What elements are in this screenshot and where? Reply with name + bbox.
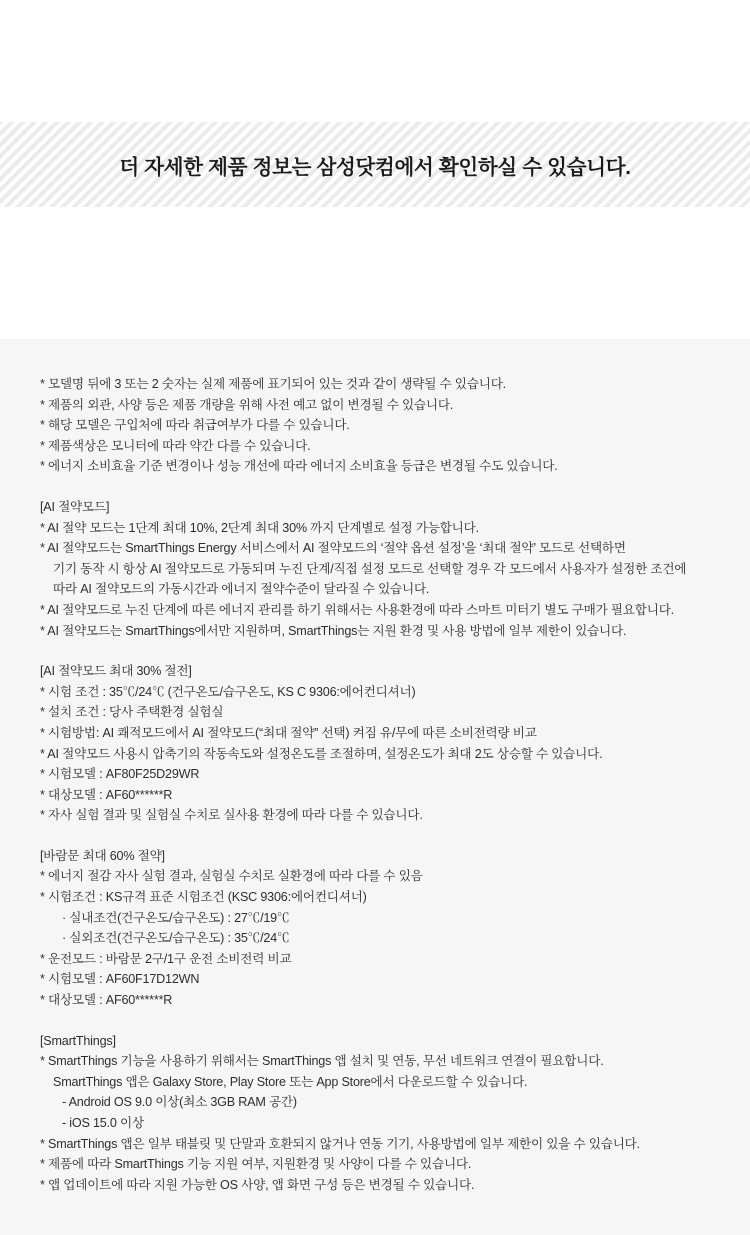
info-banner-text: 더 자세한 제품 정보는 삼성닷컴에서 확인하실 수 있습니다. [119, 155, 631, 179]
footnote-line: * 제품의 외관, 사양 등은 제품 개량을 위해 사전 예고 없이 변경될 수 있습니다. [40, 397, 454, 412]
footnote-line: * 시험 조건 : 35℃/24℃ (건구온도/습구온도, KS C 9306:에어컨디셔너) [40, 684, 416, 699]
footnote-line: * 시험방법: AI 쾌적모드에서 AI 절약모드(“최대 절약” 선택) 켜짐 유/무에 따른 소비전력량 비교 [40, 725, 537, 740]
top-spacer [0, 0, 750, 122]
footnote-line: * 제품색상은 모니터에 따라 약간 다를 수 있습니다. [40, 438, 311, 453]
footnote-line: 기기 동작 시 항상 AI 절약모드로 가동되며 누진 단계/직접 설정 모드로 선택할 경우 각 모드에서 사용자가 설정한 조건에 [53, 561, 687, 576]
footnote-line: * AI 절약모드는 SmartThings Energy 서비스에서 AI 절약모드의 ‘절약 옵션 설정’을 ‘최대 절약’ 모드로 선택하면 [40, 541, 626, 556]
footnote-block-spacer [40, 477, 710, 497]
footnote-line: 따라 AI 절약모드의 가동시간과 에너지 절약수준이 달라질 수 있습니다. [53, 582, 430, 597]
footnote-line: * 대상모델 : AF60******R [40, 993, 173, 1008]
footnote-line: - Android OS 9.0 이상(최소 3GB RAM 공간) [62, 1095, 297, 1110]
footnote-line: · 실내조건(건구온도/습구온도) : 27℃/19℃ [62, 910, 290, 925]
footnote-line: * 운전모드 : 바람문 2구/1구 운전 소비전력 비교 [40, 951, 292, 966]
footnote-line: * SmartThings 기능을 사용하기 위해서는 SmartThings 앱 설치 및 연동, 무선 네트워크 연결이 필요합니다. [40, 1054, 604, 1069]
footnote-line: * 에너지 절감 자사 실험 결과, 실험실 수치로 실환경에 따라 다를 수 있음 [40, 869, 423, 884]
footnote-line: * 앱 업데이트에 따라 지원 가능한 OS 사양, 앱 화면 구성 등은 변경될 수 있습니다. [40, 1177, 475, 1192]
footnote-line: [SmartThings] [40, 1033, 116, 1048]
footnote-line: * 시험모델 : AF60F17D12WN [40, 972, 200, 987]
footnote-line: * SmartThings 앱은 일부 태블릿 및 단말과 호환되지 않거나 연동 기기, 사용방법에 일부 제한이 있을 수 있습니다. [40, 1136, 640, 1151]
footnote-line: * 시험조건 : KS규격 표준 시험조건 (KSC 9306:에어컨디셔너) [40, 890, 367, 905]
footnote-line: * 설치 조건 : 당사 주택환경 실험실 [40, 705, 224, 720]
footnote-block-spacer [40, 826, 710, 846]
footnote-line: * AI 절약모드는 SmartThings에서만 지원하며, SmartThings는 지원 환경 및 사용 방법에 일부 제한이 있습니다. [40, 623, 627, 638]
info-banner-inner [109, 150, 640, 180]
footnote-line: [AI 절약모드] [40, 499, 110, 514]
footnote-line: [바람문 최대 60% 절약] [40, 848, 165, 863]
footnote-block-spacer [40, 641, 710, 661]
footnote-line: * AI 절약모드 사용시 압축기의 작동속도와 설정온도를 조절하며, 설정온도가 최대 2도 상승할 수 있습니다. [40, 746, 603, 761]
footnote-line: * 자사 실험 결과 및 실험실 수치로 실사용 환경에 따라 다를 수 있습니다. [40, 808, 423, 823]
footnote-line: * AI 절약 모드는 1단계 최대 10%, 2단계 최대 30% 까지 단계별로 설정 가능합니다. [40, 520, 479, 535]
footnote-line: SmartThings 앱은 Galaxy Store, Play Store 또는 App Store에서 다운로드할 수 있습니다. [53, 1074, 528, 1089]
footnote-block-spacer [40, 1011, 710, 1031]
footnote-line: * 대상모델 : AF60******R [40, 787, 173, 802]
footnote-line: * 에너지 소비효율 기준 변경이나 성능 개선에 따라 에너지 소비효율 등급은 변경될 수도 있습니다. [40, 459, 558, 474]
footnote-line: * 해당 모델은 구입처에 따라 취급여부가 다를 수 있습니다. [40, 418, 350, 433]
info-banner [0, 122, 750, 207]
footnote-line: * 제품에 따라 SmartThings 기능 지원 여부, 지원환경 및 사양이 다를 수 있습니다. [40, 1157, 472, 1172]
footnote-line: [AI 절약모드 최대 30% 절전] [40, 664, 192, 679]
footnote-line: · 실외조건(건구온도/습구온도) : 35℃/24℃ [62, 931, 290, 946]
footnote-line: * 모델명 뒤에 3 또는 2 숫자는 실제 제품에 표기되어 있는 것과 같이 생략될 수 있습니다. [40, 377, 506, 391]
footnote-line: * 시험모델 : AF80F25D29WR [40, 767, 200, 782]
middle-spacer [0, 207, 750, 339]
footnotes-section [0, 339, 750, 1235]
footnote-line: * AI 절약모드로 누진 단계에 따른 에너지 관리를 하기 위해서는 사용환경에 따라 스마트 미터기 별도 구매가 필요합니다. [40, 602, 674, 617]
footnote-line: - iOS 15.0 이상 [62, 1116, 144, 1130]
